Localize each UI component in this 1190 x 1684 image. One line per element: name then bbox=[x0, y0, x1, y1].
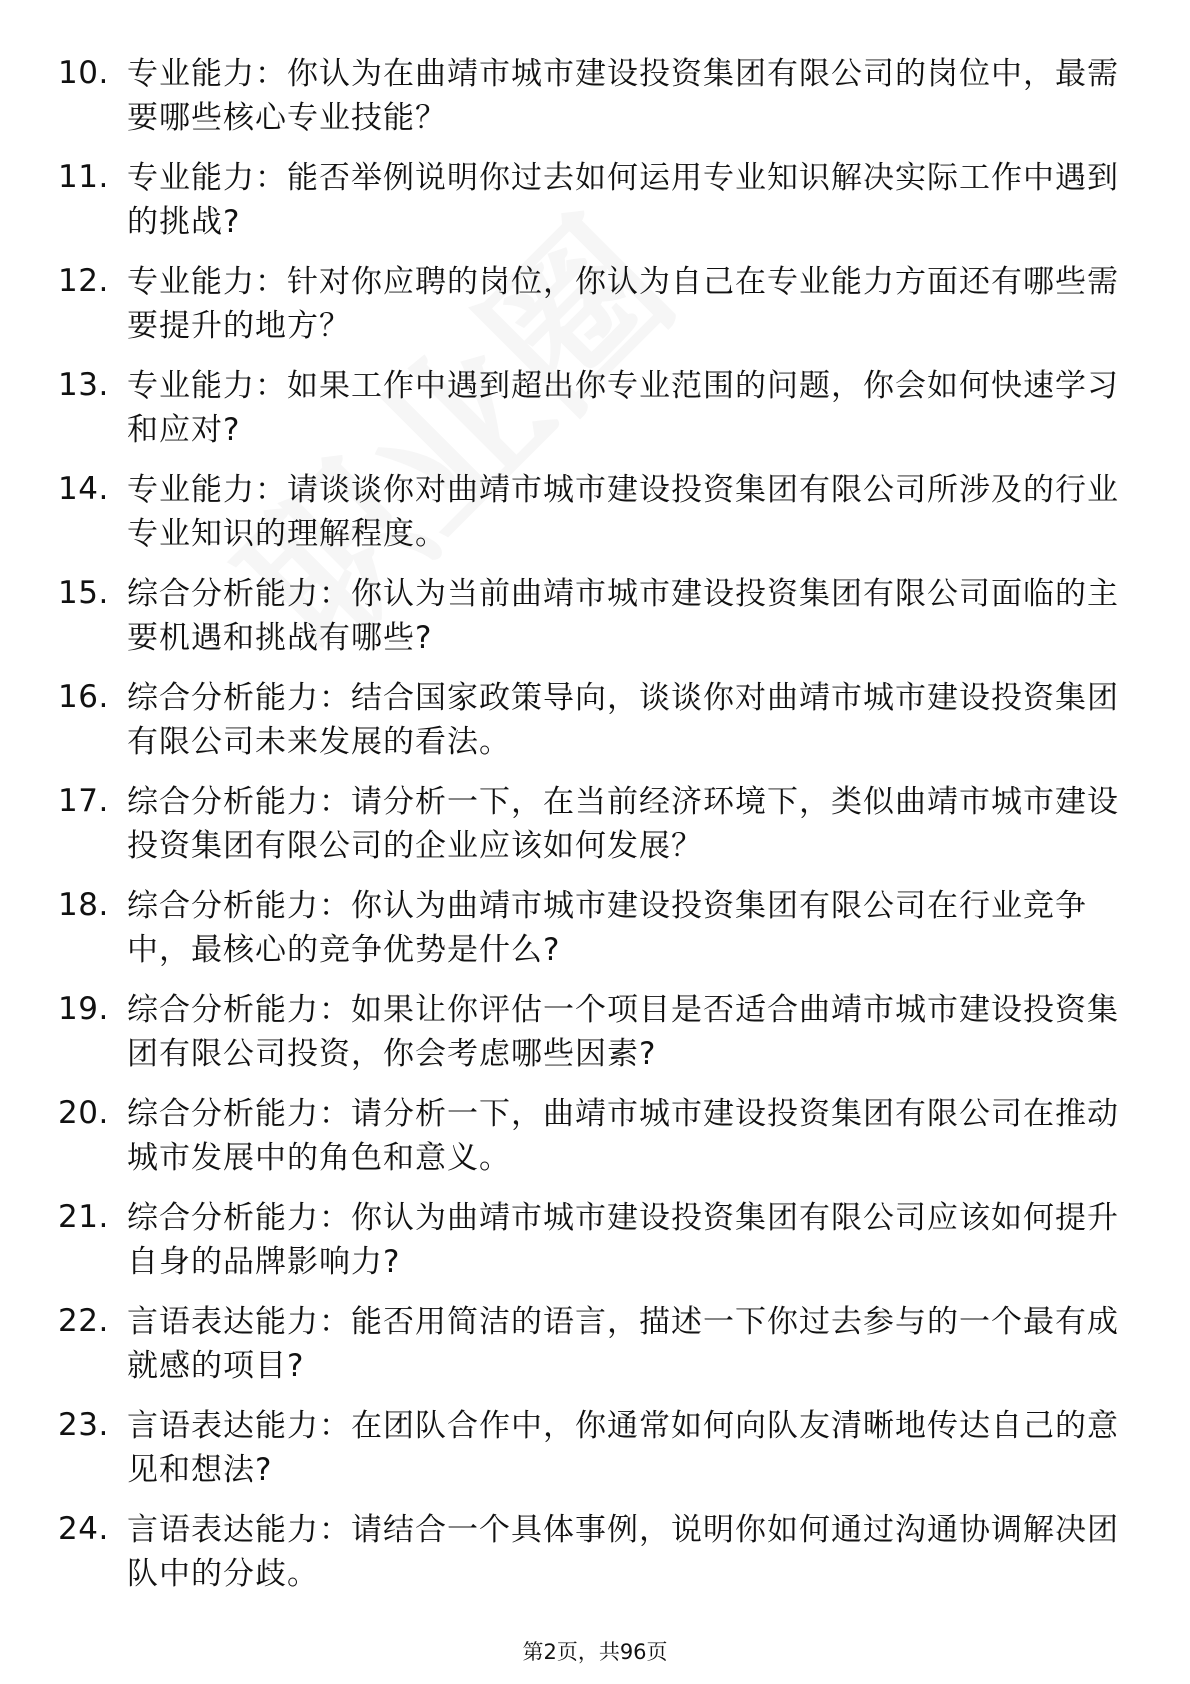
question-text: 专业能力：针对你应聘的岗位，你认为自己在专业能力方面还有哪些需要提升的地方？ bbox=[127, 264, 1119, 344]
question-text: 综合分析能力：你认为曲靖市城市建设投资集团有限公司在行业竞争中，最核心的竞争优势是什么? bbox=[127, 888, 1087, 968]
question-number: 12. bbox=[58, 263, 109, 299]
question-text: 综合分析能力：如果让你评估一个项目是否适合曲靖市城市建设投资集团有限公司投资，你会考虑哪些因素? bbox=[127, 992, 1119, 1072]
question-text: 综合分析能力：你认为曲靖市城市建设投资集团有限公司应该如何提升自身的品牌影响力? bbox=[127, 1200, 1119, 1280]
question-item bbox=[0, 1084, 1190, 1188]
question-text: 专业能力：请谈谈你对曲靖市城市建设投资集团有限公司所涉及的行业专业知识的理解程度。 bbox=[127, 472, 1119, 552]
question-item bbox=[0, 460, 1190, 564]
question-number: 23. bbox=[58, 1407, 109, 1443]
question-number: 18. bbox=[58, 887, 109, 923]
question-text: 专业能力：能否举例说明你过去如何运用专业知识解决实际工作中遇到的挑战? bbox=[127, 160, 1119, 240]
question-item bbox=[0, 1188, 1190, 1292]
question-item bbox=[0, 980, 1190, 1084]
question-number: 17. bbox=[58, 783, 109, 819]
question-number: 24. bbox=[58, 1511, 109, 1547]
question-item bbox=[0, 44, 1190, 148]
question-text: 综合分析能力：结合国家政策导向，谈谈你对曲靖市城市建设投资集团有限公司未来发展的看法。 bbox=[127, 680, 1119, 760]
question-text: 专业能力：你认为在曲靖市城市建设投资集团有限公司的岗位中，最需要哪些核心专业技能？ bbox=[127, 56, 1119, 136]
question-number: 13. bbox=[58, 367, 109, 403]
question-item bbox=[0, 772, 1190, 876]
question-number: 21. bbox=[58, 1199, 109, 1235]
question-text: 综合分析能力：请分析一下，在当前经济环境下，类似曲靖市城市建设投资集团有限公司的企业应该如何发展？ bbox=[127, 784, 1119, 864]
question-item bbox=[0, 876, 1190, 980]
question-item bbox=[0, 356, 1190, 460]
question-text: 综合分析能力：请分析一下，曲靖市城市建设投资集团有限公司在推动城市发展中的角色和意义。 bbox=[127, 1096, 1119, 1176]
question-text: 言语表达能力：请结合一个具体事例，说明你如何通过沟通协调解决团队中的分歧。 bbox=[127, 1512, 1119, 1592]
question-item bbox=[0, 668, 1190, 772]
question-list bbox=[0, 44, 1190, 1604]
question-text: 综合分析能力：你认为当前曲靖市城市建设投资集团有限公司面临的主要机遇和挑战有哪些? bbox=[127, 576, 1119, 656]
question-number: 10. bbox=[58, 55, 109, 91]
question-item bbox=[0, 564, 1190, 668]
question-text: 言语表达能力：能否用简洁的语言，描述一下你过去参与的一个最有成就感的项目? bbox=[127, 1304, 1119, 1384]
question-number: 15. bbox=[58, 575, 109, 611]
question-text: 专业能力：如果工作中遇到超出你专业范围的问题，你会如何快速学习和应对? bbox=[127, 368, 1119, 448]
page-indicator: 第2页，共96页 bbox=[522, 1640, 668, 1664]
question-number: 19. bbox=[58, 991, 109, 1027]
question-item bbox=[0, 1396, 1190, 1500]
question-item bbox=[0, 1292, 1190, 1396]
question-number: 16. bbox=[58, 679, 109, 715]
question-number: 11. bbox=[58, 159, 109, 195]
question-number: 22. bbox=[58, 1303, 109, 1339]
question-number: 20. bbox=[58, 1095, 109, 1131]
question-text: 言语表达能力：在团队合作中，你通常如何向队友清晰地传达自己的意见和想法? bbox=[127, 1408, 1119, 1488]
question-item bbox=[0, 1500, 1190, 1604]
question-number: 14. bbox=[58, 471, 109, 507]
question-item bbox=[0, 252, 1190, 356]
question-item bbox=[0, 148, 1190, 252]
